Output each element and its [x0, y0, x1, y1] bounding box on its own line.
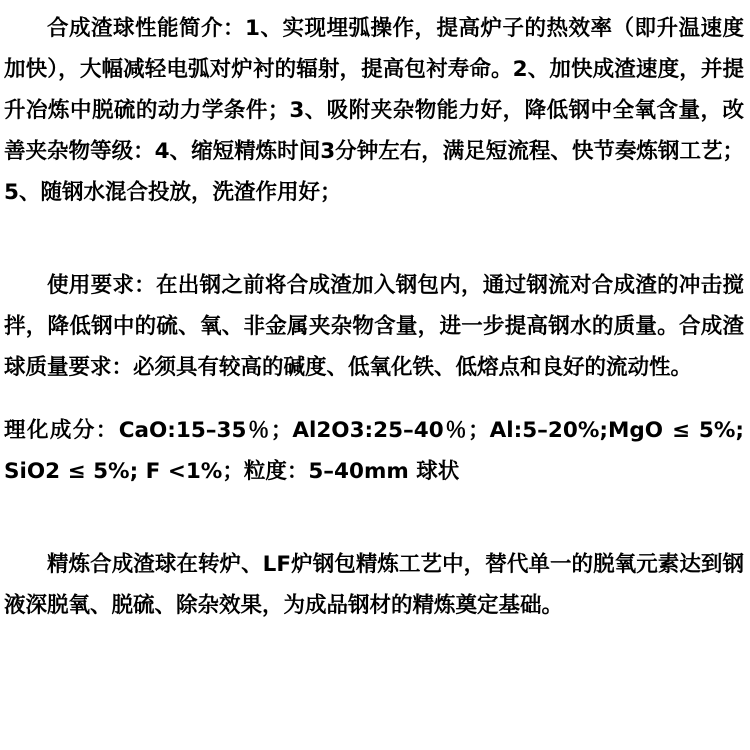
paragraph-application: 精炼合成渣球在转炉、LF炉钢包精炼工艺中，替代单一的脱氧元素达到钢液深脱氧、脱硫、除杂效果，为成品钢材的精炼奠定基础。	[4, 552, 744, 618]
paragraph-spacer-1	[4, 213, 744, 265]
paragraph-usage: 使用要求：在出钢之前将合成渣加入钢包内，通过钢流对合成渣的冲击搅拌，降低钢中的硫、氧、非金属夹杂物含量，进一步提高钢水的质量。合成渣球质量要求：必须具有较高的碱度、低氧化铁、低熔点和良好的流动性。	[4, 273, 744, 380]
paragraph-intro: 合成渣球性能简介：1、实现埋弧操作，提高炉子的热效率（即升温速度加快），大幅减轻电弧对炉衬的辐射，提高包衬寿命。2、加快成渣速度，并提升冶炼中脱硫的动力学条件；3、吸附夹杂物能力好，降低钢中全氧含量，改善夹杂物等级：4、缩短精炼时间3分钟左右，满足短流程、快节奏炼钢工艺；5、随钢水混合投放，洗渣作用好；	[4, 16, 744, 205]
paragraph-spacer-2	[4, 388, 744, 410]
paragraph-composition: 理化成分：CaO:15–35％；Al2O3:25–40％；Al:5–20%;MgO ≤ 5%; SiO2 ≤ 5%; F <1%；粒度：5–40mm 球状	[4, 418, 744, 484]
paragraph-spacer-3	[4, 492, 744, 544]
